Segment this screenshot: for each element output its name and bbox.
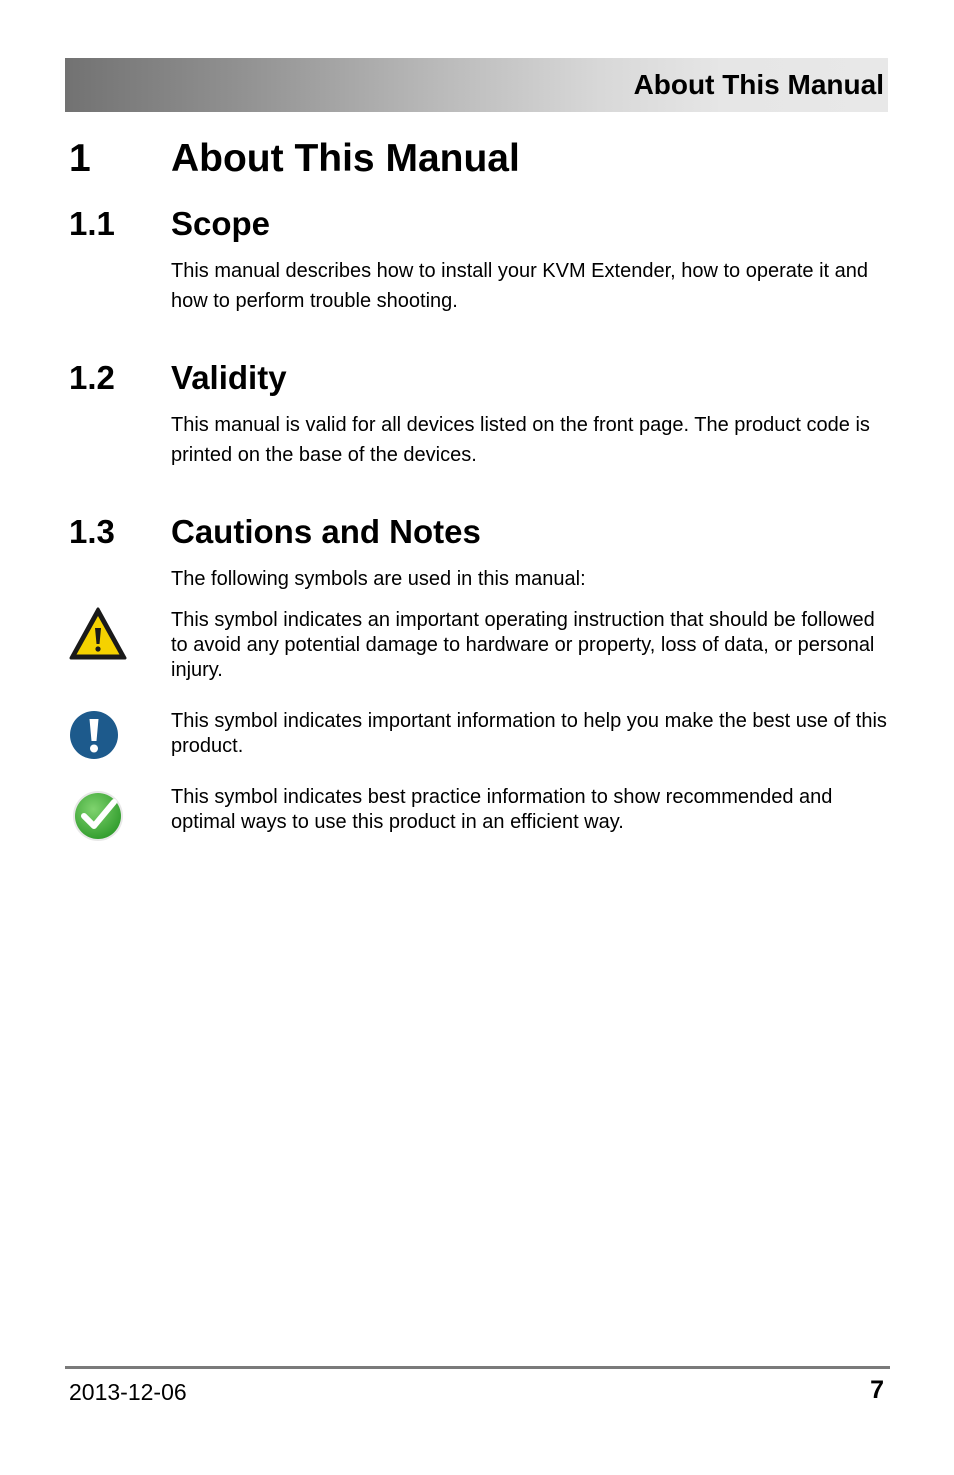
section-number: 1.2 (69, 359, 115, 396)
running-header (65, 58, 888, 112)
section-title: Scope (171, 205, 271, 242)
section-title: Validity (171, 359, 287, 396)
info-exclamation-icon (68, 707, 128, 763)
chapter-number: 1 (69, 137, 91, 180)
section-number: 1.1 (69, 205, 115, 242)
page-number: 7 (870, 1376, 884, 1404)
section-number: 1.3 (69, 513, 115, 550)
warning-triangle-icon (68, 606, 128, 662)
footer-divider (65, 1366, 890, 1369)
validity-paragraph: This manual is valid for all devices listed on the front page. The product code is printed on the base of the devices. (171, 414, 870, 466)
section-title: Cautions and Notes (171, 513, 481, 550)
scope-paragraph: This manual describes how to install your KVM Extender, how to operate it and how to perform trouble shooting. (171, 260, 869, 312)
checkmark-icon (68, 786, 128, 842)
running-header-title: About This Manual (633, 69, 884, 100)
cautions-intro: The following symbols are used in this manual: (171, 568, 586, 590)
info-note-text: This symbol indicates important information to help you make the best use of this product. (171, 710, 887, 757)
best-practice-note-text: This symbol indicates best practice information to show recommended and optimal ways to use this product in an efficient way. (171, 786, 833, 833)
chapter-title: About This Manual (171, 137, 520, 180)
footer-date: 2013-12-06 (69, 1379, 187, 1405)
warning-note-text: This symbol indicates an important operating instruction that should be followed to avoid any potential damage to hardware or property, loss of data, or personal injury. (171, 609, 875, 681)
